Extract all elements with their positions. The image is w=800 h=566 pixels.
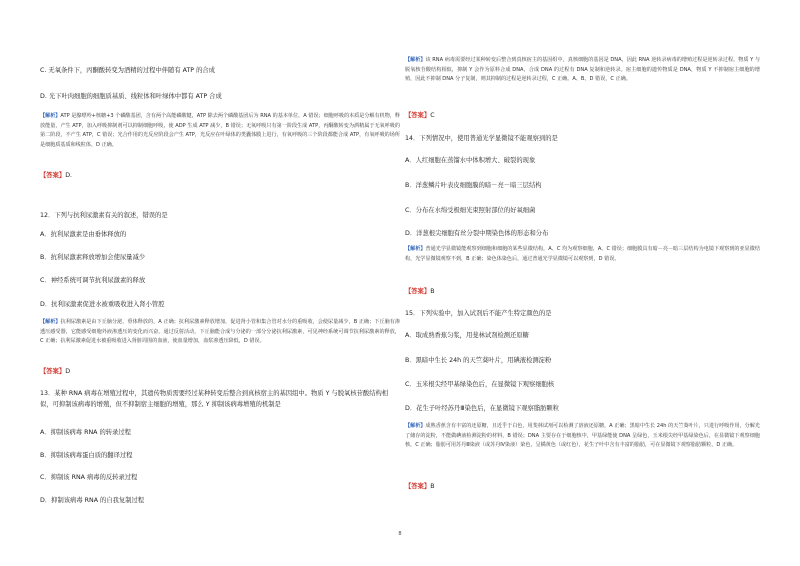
q15-analysis bbox=[405, 422, 760, 451]
q14-stem: 14．下列情况中，使用普通光学显微镜不能观察到的是 bbox=[405, 135, 558, 142]
q12-option-c: C．神经系统可调节抗利尿激素的释放 bbox=[40, 277, 146, 284]
q13-option-a: A．抑制该病毒 RNA 的转录过程 bbox=[40, 429, 131, 436]
q13-stem: 13．某种 RNA 病毒在增殖过程中，其遗传物质需要经过某种转变后整合到真核宿主的基因组中。物质 Y 与脱氧核苷酸结构相似，可抑制该病毒的增殖，但不抑制宿主细胞的增殖，那么 Y 抑制该病毒增殖的机制是 bbox=[40, 390, 389, 408]
analysis-text: ATP 是腺嘌呤+核糖+3 个磷酸基团，含有两个高能磷酸键，ATP 除去两个磷酸基团后为 RNA 的基本单位，A 错误；细胞呼吸的本质是分解有机物，释放能量，产生 ATP，加入呼吸抑制剂可以抑制细胞呼吸，使 ADP 生成 ATP 减少，B 错误；无氧呼吸只有第一阶段生成 ATP，丙酮酸转变为酒精属于无氧呼吸的第二阶段，不产生 ATP，C 错误；光合作用的光反应阶段会产生 ATP，光反应在叶绿体的类囊体膜上进行，有氧呼吸的三个阶段都能合成 ATP，有氧呼吸的场所是细胞质基质和线粒体，D 正确。 bbox=[40, 113, 400, 148]
q15-option-a: A．取成熟香蕉匀浆，用斐林试剂检测还原糖 bbox=[405, 332, 529, 339]
answer-value: D bbox=[65, 368, 71, 375]
analysis-text: 抗利尿激素是由下丘脑分泌，垂体释放的，A 正确；抗利尿激素释放增加，促进肾小管和集合管对水分的重吸收，会使尿量减少，B 正确；下丘脑有渗透压感受器，它能感受细胞外液渗透压的变化而兴奋，通过反射活动，下丘脑能合成与分泌的一部分分泌抗利尿激素，可见神经系统可调节抗利尿激素的释放，C 正确；抗利尿激素促进水被重吸收进入肾脏周围的血液，使血量增加，血浆渗透压降低，D 错误。 bbox=[40, 319, 400, 345]
page-number: 8 bbox=[398, 531, 402, 537]
q15-option-c: C．玉米根尖经甲基绿染色后，在显微镜下观察细胞核 bbox=[405, 381, 555, 388]
analysis-tag: 【解析】 bbox=[405, 57, 426, 63]
answer-value: B bbox=[430, 483, 435, 490]
q15-option-d: D．花生子叶经苏丹Ⅲ染色后，在显微镜下观察脂肪颗粒 bbox=[405, 405, 560, 412]
q11-option-d: D. 光下叶肉细胞的细胞质基质、线粒体和叶绿体中都有 ATP 合成 bbox=[40, 93, 222, 100]
q14-option-d: D．洋葱根尖细胞有丝分裂中期染色体的形态和分布 bbox=[405, 230, 549, 237]
analysis-text: 成熟香蕉含有丰富的还原糖，且近乎于白色，用斐林试剂可以检测了溶液还原糖，A 正确；黑暗中生长 24h 的天竺葵叶片，只进行呼吸作用，分解光了储存的淀粉，不能做碘液检测淀粉的材料，B 错误；DNA 主要存在于细胞核中，甲基绿能使 DNA 呈绿色，玉米根尖经甲基绿染色后，在显微镜下观察细胞核，C 正确；脂肪可用苏丹Ⅲ染液（或苏丹Ⅳ染液）染色，呈橘黄色（或红色），花生子叶中含有丰富的脂肪，可在显微镜下观察脂肪颗粒，D 正确。 bbox=[405, 423, 760, 449]
q15-stem: 15．下列实验中，加入试剂后不能产生特定颜色的是 bbox=[405, 310, 552, 317]
answer-tag: 【答案】 bbox=[405, 112, 431, 119]
analysis-tag: 【解析】 bbox=[40, 319, 61, 325]
q12-option-d: D．抗利尿激素促进水被重吸收进入肾小管腔 bbox=[40, 301, 165, 308]
q15-option-b: B．黑暗中生长 24h 的天竺葵叶片，用碘液检测淀粉 bbox=[405, 357, 552, 364]
q14-option-c: C．分布在水绵受极细光束照射部位的好氧细菌 bbox=[405, 207, 536, 214]
q11-analysis bbox=[40, 112, 400, 150]
analysis-text: 该 RNA 病毒需要经过某种转变后整合到真核宿主的基因组中，真核细胞的基因是 DNA，因此 RNA 逆转录病毒的增殖过程是逆转录过程。物质 Y 与脱氧核苷酸结构相似，抑制 Y 会作为原料合成 DNA，合成 DNA 的过程有 DNA 复制和逆转录。宿主细胞的遗传物质是 DNA，物质 Y 不抑制宿主细胞的增殖，因此不抑制 DNA 分子复制，则其抑制的过程是逆转录过程，C 正确。A、B、D 错误，C 正确。 bbox=[405, 57, 760, 83]
answer-value: D. bbox=[65, 172, 73, 179]
q11-answer bbox=[40, 171, 72, 180]
q14-option-b: B．洋葱鳞片叶表皮细胞膜的暗－亮－暗三层结构 bbox=[405, 182, 542, 189]
analysis-tag: 【解析】 bbox=[405, 246, 426, 252]
q13-answer bbox=[405, 111, 435, 120]
q11-option-c: C. 无氧条件下，丙酮酸转变为酒精的过程中伴随有 ATP 的合成 bbox=[40, 67, 215, 74]
answer-tag: 【答案】 bbox=[40, 172, 66, 179]
q12-answer bbox=[40, 367, 70, 376]
q13-option-b: B．抑制该病毒蛋白质的翻译过程 bbox=[40, 452, 133, 459]
q12-analysis bbox=[40, 318, 400, 347]
analysis-tag: 【解析】 bbox=[40, 113, 61, 119]
analysis-tag: 【解析】 bbox=[405, 423, 426, 429]
answer-value: B bbox=[430, 288, 435, 295]
q14-option-a: A．人红细胞在蒸馏水中体积增大、破裂的现象 bbox=[405, 157, 536, 164]
q12-stem: 12．下列与抗利尿激素有关的叙述，错误的是 bbox=[40, 212, 168, 219]
q14-analysis bbox=[405, 245, 760, 264]
analysis-text: 普通光学显微镜能观察到细胞和细胞的某些显微结构，A、C 均为观察细胞，A、C 错误；细胞膜具有暗－亮－暗三层结构为电镜下观察到的亚显微结构，光学显微镜观察不到，B 正确；染色体染色后，通过普通光学显微镜可以观察到，D 错误。 bbox=[405, 246, 760, 262]
answer-tag: 【答案】 bbox=[405, 288, 431, 295]
q12-option-b: B．抗利尿激素释放增加会使尿量减少 bbox=[40, 254, 146, 261]
q13-option-c: C．抑制该 RNA 病毒的反转录过程 bbox=[40, 474, 138, 481]
q14-answer bbox=[405, 287, 435, 296]
q13-analysis bbox=[405, 56, 760, 85]
answer-tag: 【答案】 bbox=[405, 483, 431, 490]
answer-tag: 【答案】 bbox=[40, 368, 66, 375]
q15-answer bbox=[405, 482, 435, 491]
answer-value: C bbox=[430, 112, 435, 119]
q13-option-d: D．抑制该病毒 RNA 的自我复制过程 bbox=[40, 497, 145, 504]
q12-option-a: A．抗利尿激素是由垂体释放的 bbox=[40, 231, 127, 238]
